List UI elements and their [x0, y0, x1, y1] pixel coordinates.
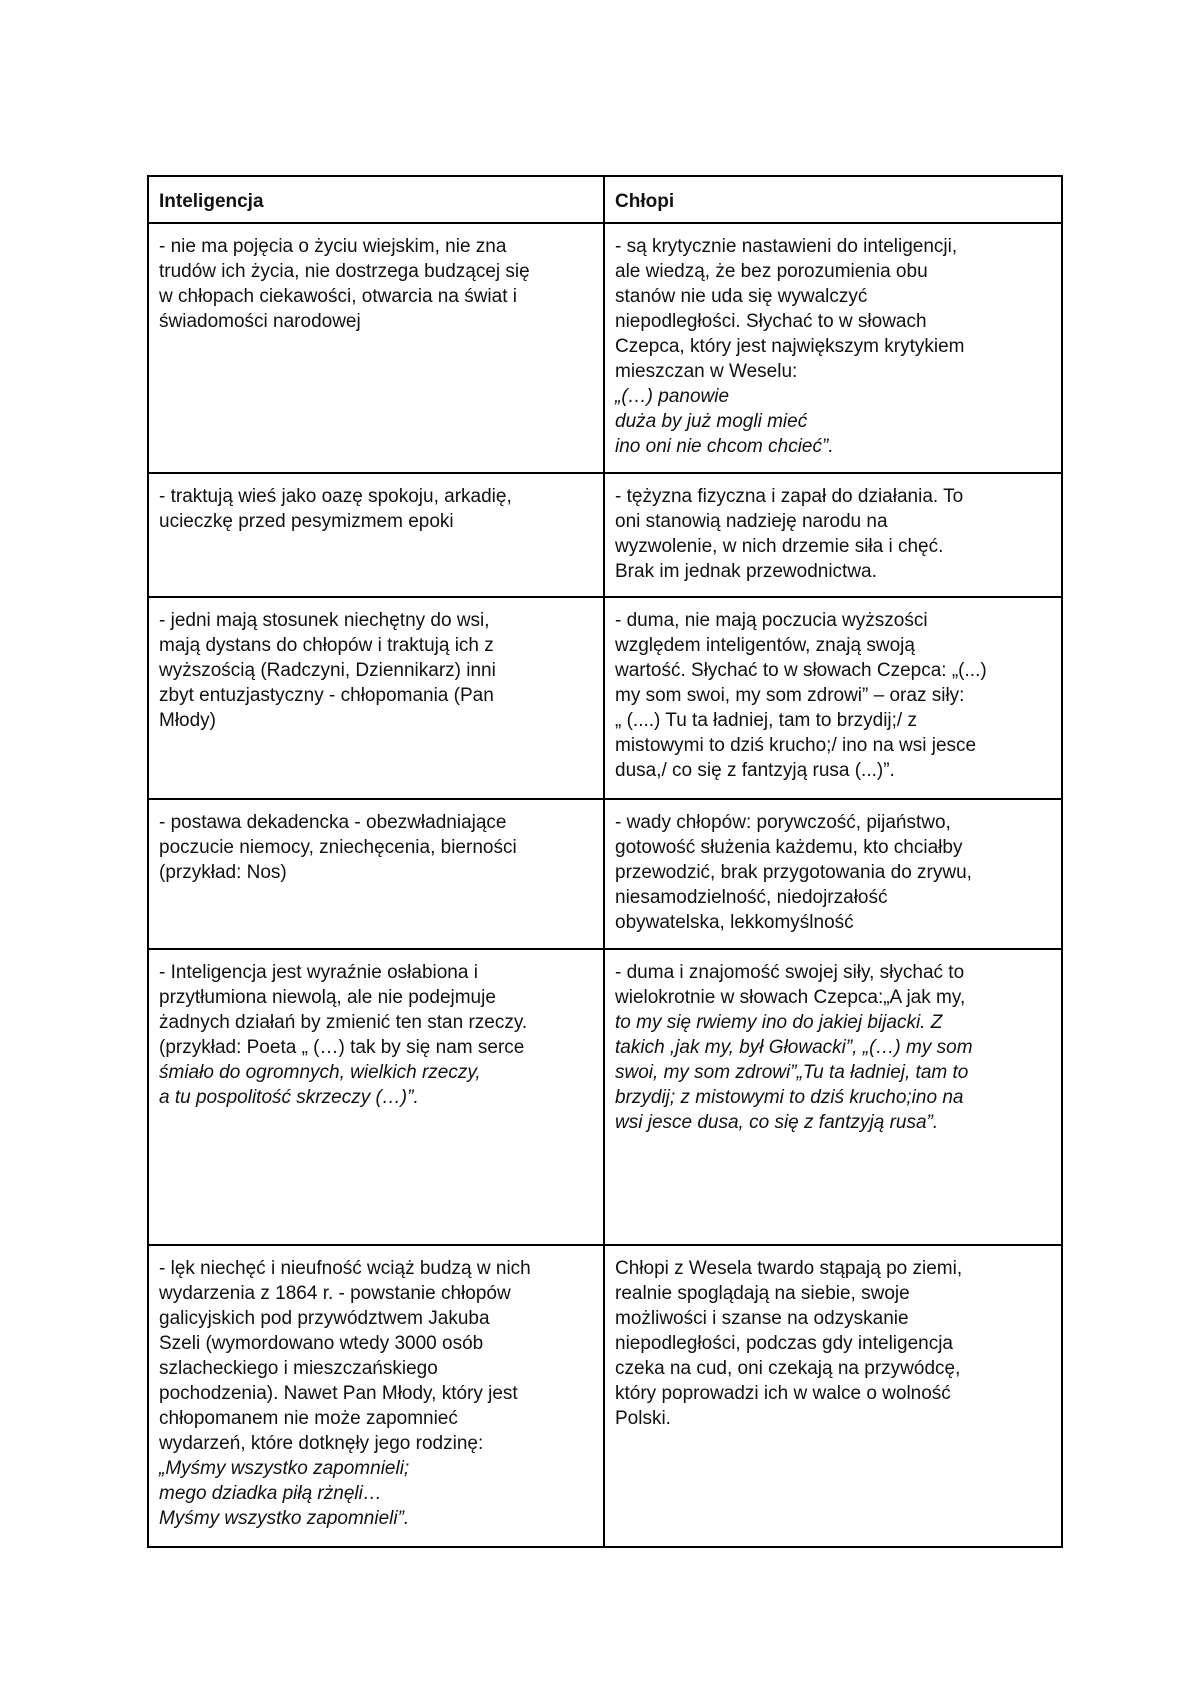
text-line: Polski. — [615, 1408, 671, 1429]
cell-chlopi — [604, 799, 1062, 949]
text-line: gotowość służenia każdemu, kto chciałby — [615, 837, 963, 858]
text-line: czeka na cud, oni czekają na przywódcę, — [615, 1358, 961, 1379]
text-line: w chłopach ciekawości, otwarcia na świat i — [159, 286, 517, 307]
text-line: mają dystans do chłopów i traktują ich z — [159, 635, 494, 656]
text-line: my som swoi, my som zdrowi” – oraz siły: — [615, 685, 965, 706]
text-line: przewodzić, brak przygotowania do zrywu, — [615, 862, 972, 883]
quote-line: brzydij; z mistowymi to dziś krucho;ino na — [615, 1087, 964, 1108]
cell-chlopi — [604, 949, 1062, 1245]
text-line: - lęk niechęć i nieufność wciąż budzą w nich — [159, 1258, 531, 1279]
cell-inteligencja — [148, 1245, 604, 1547]
text-line: Chłopi z Wesela twardo stąpają po ziemi, — [615, 1258, 963, 1279]
quote-line: duża by już mogli mieć — [615, 411, 808, 432]
text-line: możliwości i szanse na odzyskanie — [615, 1308, 909, 1329]
header-chlopi: Chłopi — [604, 176, 1062, 223]
text-line: - duma, nie mają poczucia wyższości — [615, 610, 928, 631]
text-line: - wady chłopów: porywczość, pijaństwo, — [615, 812, 951, 833]
text-line: chłopomanem nie może zapomnieć — [159, 1408, 458, 1429]
cell-chlopi — [604, 1245, 1062, 1547]
text-line: obywatelska, lekkomyślność — [615, 912, 854, 933]
header-row — [148, 176, 1062, 223]
quote-line: mego dziadka piłą rżnęli… — [159, 1483, 382, 1504]
quote-line: „Myśmy wszystko zapomnieli; — [159, 1458, 410, 1479]
text-line: żadnych działań by zmienić ten stan rzeczy. — [159, 1012, 528, 1033]
text-line: oni stanowią nadzieję narodu na — [615, 511, 888, 532]
text-line: dusa,/ co się z fantzyją rusa (...)”. — [615, 760, 895, 781]
text-line: wielokrotnie w słowach Czepca:„A jak my, — [615, 987, 966, 1008]
table-row — [148, 597, 1062, 799]
text-line: niesamodzielność, niedojrzałość — [615, 887, 888, 908]
table-row — [148, 799, 1062, 949]
table-row — [148, 473, 1062, 597]
quote-line: „(…) panowie — [615, 386, 730, 407]
text-line: - tężyzna fizyczna i zapał do działania. To — [615, 486, 964, 507]
text-line: Szeli (wymordowano wtedy 3000 osób — [159, 1333, 484, 1354]
quote-line: Myśmy wszystko zapomnieli”. — [159, 1508, 410, 1529]
cell-chlopi — [604, 473, 1062, 597]
quote-line: ino oni nie chcom chcieć”. — [615, 436, 834, 457]
text-line: wydarzenia z 1864 r. - powstanie chłopów — [159, 1283, 511, 1304]
text-line: szlacheckiego i mieszczańskiego — [159, 1358, 438, 1379]
cell-inteligencja — [148, 473, 604, 597]
text-line: świadomości narodowej — [159, 311, 361, 332]
text-line: - traktują wieś jako oazę spokoju, arkadię, — [159, 486, 512, 507]
text-line: mistowymi to dziś krucho;/ ino na wsi jesce — [615, 735, 977, 756]
text-line: ale wiedzą, że bez porozumienia obu — [615, 261, 928, 282]
text-line: stanów nie uda się wywalczyć — [615, 286, 868, 307]
quote-line: a tu pospolitość skrzeczy (…)”. — [159, 1087, 419, 1108]
text-line: - postawa dekadencka - obezwładniające — [159, 812, 507, 833]
text-line: realnie spoglądają na siebie, swoje — [615, 1283, 910, 1304]
quote-line: takich ,jak my, był Głowacki”, „(…) my som — [615, 1037, 973, 1058]
text-line: - są krytycznie nastawieni do inteligencji, — [615, 236, 958, 257]
table-row — [148, 949, 1062, 1245]
header-inteligencja: Inteligencja — [148, 176, 604, 223]
text-line: ucieczkę przed pesymizmem epoki — [159, 511, 454, 532]
cell-chlopi — [604, 597, 1062, 799]
text-line: - nie ma pojęcia o życiu wiejskim, nie zna — [159, 236, 507, 257]
text-line: poczucie niemocy, zniechęcenia, bierności — [159, 837, 517, 858]
text-line: przytłumiona niewolą, ale nie podejmuje — [159, 987, 496, 1008]
text-line: trudów ich życia, nie dostrzega budzącej się — [159, 261, 530, 282]
quote-line: śmiało do ogromnych, wielkich rzeczy, — [159, 1062, 481, 1083]
text-line: Czepca, który jest największym krytykiem — [615, 336, 965, 357]
text-line: niepodległości. Słychać to w słowach — [615, 311, 927, 332]
table-row — [148, 1245, 1062, 1547]
comparison-table — [147, 175, 1063, 1548]
text-line: mieszczan w Weselu: — [615, 361, 798, 382]
text-line: (przykład: Nos) — [159, 862, 287, 883]
text-line: Młody) — [159, 710, 217, 731]
text-line: wydarzeń, które dotknęły jego rodzinę: — [159, 1433, 484, 1454]
table-row — [148, 223, 1062, 473]
text-line: Brak im jednak przewodnictwa. — [615, 561, 877, 582]
quote-line: wsi jesce dusa, co się z fantzyją rusa”. — [615, 1112, 939, 1133]
text-line: - jedni mają stosunek niechętny do wsi, — [159, 610, 490, 631]
text-line: wyższością (Radczyni, Dziennikarz) inni — [159, 660, 496, 681]
cell-inteligencja — [148, 597, 604, 799]
text-line: względem inteligentów, znają swoją — [615, 635, 915, 656]
text-line: zbyt entuzjastyczny - chłopomania (Pan — [159, 685, 494, 706]
text-line: wartość. Słychać to w słowach Czepca: „(...) — [615, 660, 987, 681]
text-line: galicyjskich pod przywództwem Jakuba — [159, 1308, 490, 1329]
text-line: niepodległości, podczas gdy inteligencja — [615, 1333, 954, 1354]
text-line: (przykład: Poeta „ (…) tak by się nam serce — [159, 1037, 525, 1058]
quote-line: swoi, my som zdrowi”„Tu ta ładniej, tam to — [615, 1062, 969, 1083]
text-line: - duma i znajomość swojej siły, słychać to — [615, 962, 965, 983]
text-line: wyzwolenie, w nich drzemie siła i chęć. — [615, 536, 944, 557]
cell-inteligencja — [148, 949, 604, 1245]
cell-inteligencja — [148, 223, 604, 473]
text-line: pochodzenia). Nawet Pan Młody, który jest — [159, 1383, 518, 1404]
text-line: - Inteligencja jest wyraźnie osłabiona i — [159, 962, 478, 983]
text-line: który poprowadzi ich w walce o wolność — [615, 1383, 951, 1404]
cell-inteligencja — [148, 799, 604, 949]
text-line: „ (....) Tu ta ładniej, tam to brzydij;/ z — [615, 710, 917, 731]
quote-line: to my się rwiemy ino do jakiej bijacki. Z — [615, 1012, 943, 1033]
cell-chlopi — [604, 223, 1062, 473]
